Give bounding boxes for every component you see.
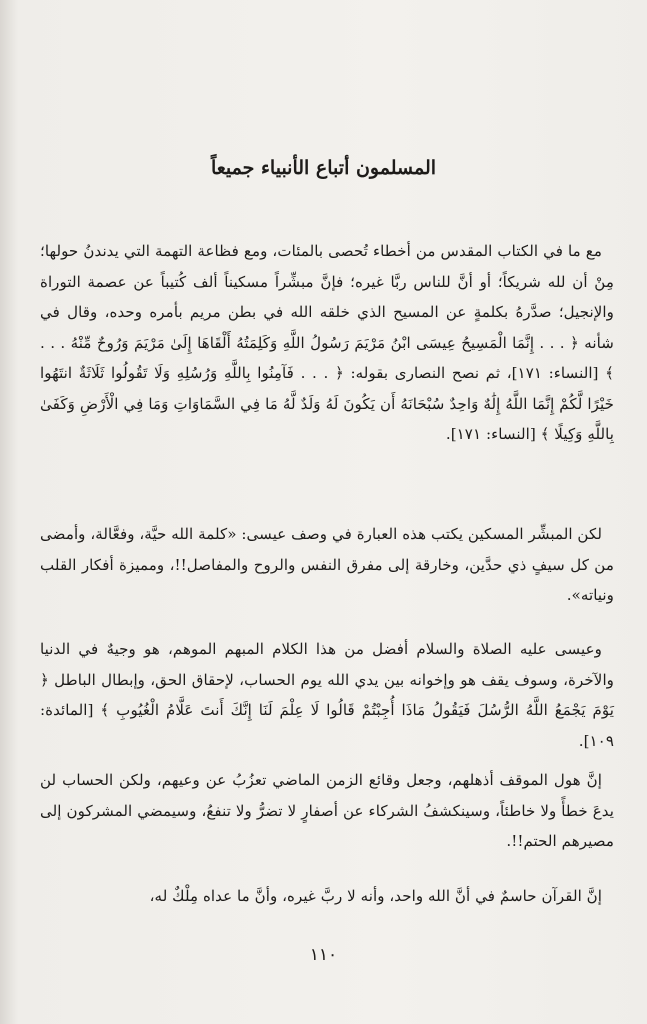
paragraph-text: وعيسى عليه الصلاة والسلام أفضل من هذا الكلام المبهم الموهم، هو وجيهٌ في الدنيا والآخرة، وسوف يقف هو وإخوانه بين يدي الله يوم الحساب، لإحقاق الحق، وإبطال الباطل ﴿ يَوْمَ يَجْمَعُ اللَّهُ الرُّسُلَ فَيَقُولُ مَاذَا أُجِبْتُمْ قَالُوا لَا عِلْمَ لَنَا إِنَّكَ أَنتَ عَلَّامُ الْغُيُوبِ ﴾ [المائدة: ١٠٩]. (40, 640, 614, 750)
page-title: المسلمون أتباع الأنبياء جميعاً (210, 157, 437, 179)
paragraph-3 (40, 634, 614, 756)
paragraph-2 (40, 519, 614, 611)
paragraph-4 (40, 765, 614, 857)
page-number: ١١٠ (309, 945, 338, 965)
paragraph-text: لكن المبشِّر المسكين يكتب هذه العبارة في وصف عيسى: «كلمة الله حيَّة، وفعَّالة، وأمضى من كل سيفٍ ذي حدَّين، وخارقة إلى مفرق النفس والروح والمفاصل!!، ومميزة أفكار القلب ونياته». (40, 525, 614, 604)
paragraph-5 (40, 881, 614, 912)
paragraph-text: إنَّ القرآن حاسمٌ في أنَّ الله واحد، وأنه لا ربَّ غيره، وأنَّ ما عداه مِلْكٌ له، (149, 887, 602, 905)
paragraph-text: مع ما في الكتاب المقدس من أخطاء تُحصى بالمئات، ومع فظاعة التهمة التي يدندنُ حولها؛ مِنْ أن لله شريكاً؛ أو أنَّ للناس ربَّا غيره؛ فإنَّ مبشِّراً مسكيناً ألف كُتيباً عن عصمة التوراة والإنجيل؛ صدَّرهُ بكلمةٍ عن المسيح الذي خلقه الله في بطن مريم بأمره وحده، وقال في شأنه ﴿ . . . إِنَّمَا الْمَسِيحُ عِيسَى ابْنُ مَرْيَمَ رَسُولُ اللَّهِ وَكَلِمَتُهُ أَلْقَاهَا إِلَىٰ مَرْيَمَ وَرُوحٌ مِّنْهُ . . . ﴾ [النساء: ١٧١]، ثم نصح النصارى بقوله: ﴿ . . . فَآمِنُوا بِاللَّهِ وَرُسُلِهِ وَلَا تَقُولُوا ثَلَاثَةٌ انتَهُوا خَيْرًا لَّكُمْ إِنَّمَا اللَّهُ إِلَٰهٌ وَاحِدٌ سُبْحَانَهُ أَن يَكُونَ لَهُ وَلَدٌ لَّهُ مَا فِي السَّمَاوَاتِ وَمَا فِي الْأَرْضِ وَكَفَىٰ بِاللَّهِ وَكِيلًا ﴾ [النساء: ١٧١]. (40, 242, 615, 443)
paragraph-text: إنَّ هول الموقف أذهلهم، وجعل وقائع الزمن الماضي تعزُبُ عن وعيهم، ولكن الحساب لن يدعَ خطأً ولا خاطئاً، وسينكشفُ الشركاء عن أصفارٍ لا تضرُّ ولا تنفعُ، وسيمضي المشركون إلى مصيرهم الحتم!!. (40, 771, 614, 850)
paragraph-1 (40, 236, 614, 450)
